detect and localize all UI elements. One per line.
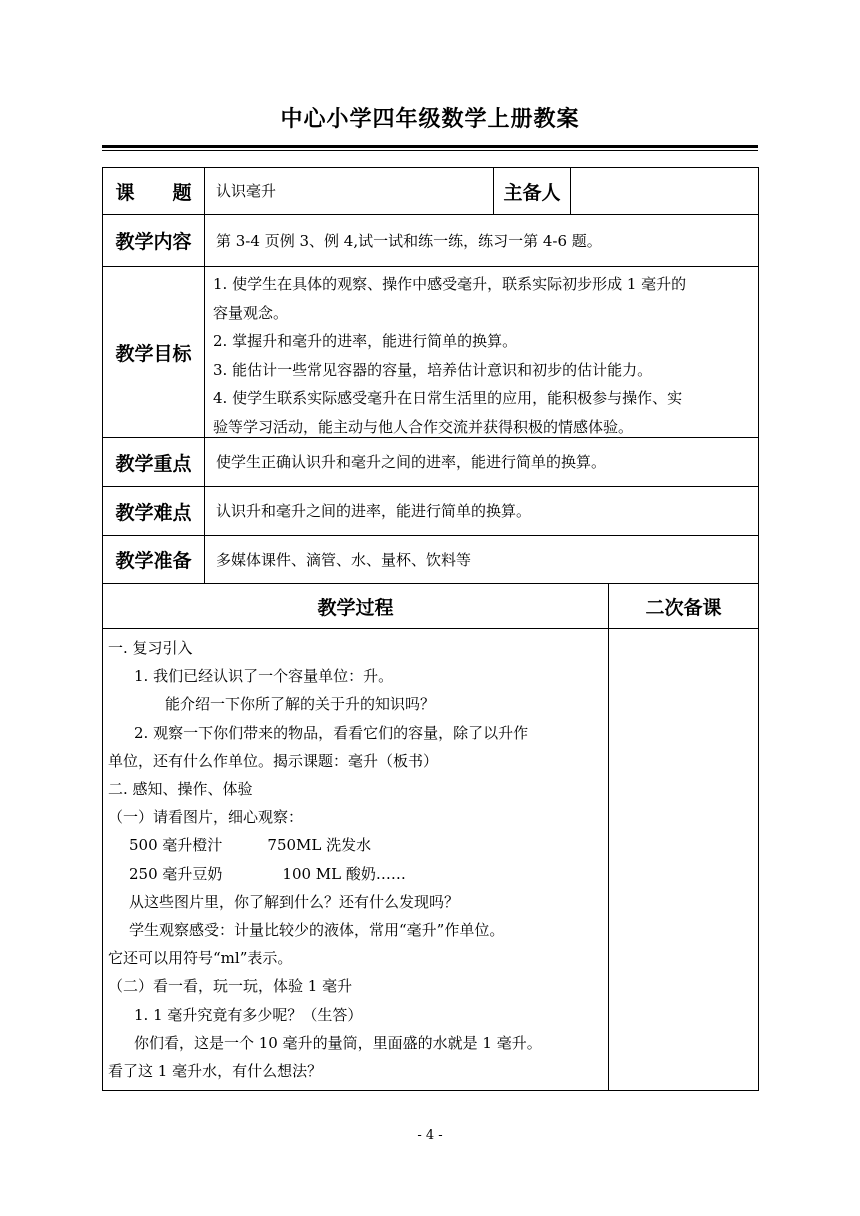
topic-label: 课 题 bbox=[115, 181, 192, 204]
process-line: 你们看，这是一个 10 毫升的量筒，里面盛的水就是 1 毫升。 bbox=[134, 1033, 542, 1052]
process-line: 学生观察感受：计量比较少的液体，常用“毫升”作单位。 bbox=[129, 921, 505, 940]
goal-line: 4. 使学生联系实际感受毫升在日常生活里的应用，能积极参与操作、实 bbox=[213, 389, 683, 407]
process-text bbox=[108, 634, 605, 1085]
process-line: 能介绍一下你所了解的关于升的知识吗？ bbox=[165, 695, 436, 714]
process-line: 它还可以用符号“ml”表示。 bbox=[108, 949, 293, 968]
goal-line: 容量观念。 bbox=[213, 303, 289, 322]
process-line: 1. 1 毫升究竟有多少呢？（生答） bbox=[134, 1005, 363, 1024]
process-line: 500 毫升橙汁 750ML 洗发水 bbox=[129, 836, 372, 855]
page-title: 中心小学四年级数学上册教案 bbox=[280, 107, 580, 132]
table-border-bottom bbox=[102, 1090, 759, 1091]
process-line: 一. 复习引入 bbox=[108, 639, 193, 657]
process-line: （二）看一看，玩一玩，体验 1 毫升 bbox=[108, 977, 353, 996]
page-number: - 4 - bbox=[417, 1128, 443, 1143]
table-border-right bbox=[758, 167, 759, 1091]
preparer-value bbox=[571, 168, 758, 214]
title-rule-thin bbox=[102, 150, 758, 151]
process-line: 1. 我们已经认识了一个容量单位：升。 bbox=[134, 667, 394, 686]
process-line: 2. 观察一下你们带来的物品，看看它们的容量，除了以升作 bbox=[134, 723, 529, 742]
content-label: 教学内容 bbox=[115, 231, 192, 253]
process-line: 从这些图片里，你了解到什么？还有什么发现吗？ bbox=[129, 892, 460, 911]
difficulty-label: 教学难点 bbox=[115, 501, 192, 524]
goal-line: 2. 掌握升和毫升的进率，能进行简单的换算。 bbox=[213, 332, 518, 350]
goal-line: 1. 使学生在具体的观察、操作中感受毫升，联系实际初步形成 1 毫升的 bbox=[213, 275, 687, 293]
process-line: 单位，还有什么作单位。揭示课题：毫升（板书） bbox=[108, 751, 439, 770]
prep-value: 多媒体课件、滴管、水、量杯、饮料等 bbox=[216, 550, 472, 569]
process-line: 看了这 1 毫升水，有什么想法？ bbox=[108, 1062, 323, 1081]
goals-text bbox=[213, 270, 753, 441]
process-line: 250 毫升豆奶 100 ML 酸奶…… bbox=[129, 864, 406, 883]
title-rule-thick bbox=[102, 145, 758, 148]
goal-line: 验等学习活动，能主动与他人合作交流并获得积极的情感体验。 bbox=[213, 417, 634, 436]
row-divider bbox=[102, 628, 759, 629]
goals-label: 教学目标 bbox=[115, 342, 192, 365]
process-line: （一）请看图片，细心观察： bbox=[108, 808, 304, 827]
key-label: 教学重点 bbox=[115, 452, 192, 475]
process-line: 二. 感知、操作、体验 bbox=[108, 780, 253, 799]
content-value: 第 3-4 页例 3、例 4,试一试和练一练，练习一第 4-6 题。 bbox=[216, 231, 602, 250]
process-column-divider bbox=[608, 583, 609, 1091]
difficulty-value: 认识升和毫升之间的进率，能进行简单的换算。 bbox=[216, 502, 532, 520]
goal-line: 3. 能估计一些常见容器的容量，培养估计意识和初步的估计能力。 bbox=[213, 360, 653, 379]
preparer-label: 主备人 bbox=[503, 181, 561, 204]
topic-value: 认识毫升 bbox=[216, 182, 277, 200]
prep-label: 教学准备 bbox=[115, 550, 192, 572]
second-prep-header: 二次备课 bbox=[645, 596, 722, 619]
process-header: 教学过程 bbox=[317, 596, 394, 619]
key-value: 使学生正确认识升和毫升之间的进率，能进行简单的换算。 bbox=[216, 453, 607, 471]
